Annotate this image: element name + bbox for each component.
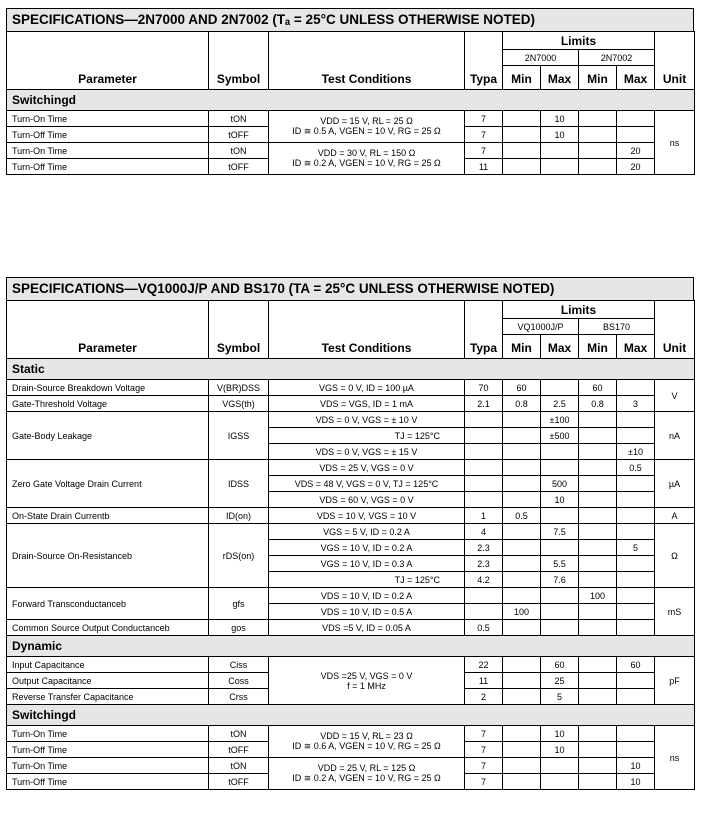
max-cell: ±500 [541,428,579,444]
param-cell: Turn-On Time [7,111,209,127]
max-cell: ±100 [541,412,579,428]
header-max: Max [541,66,579,90]
max-cell: 2.5 [541,396,579,412]
param-cell: Turn-On Time [7,726,209,742]
test-condition-cell: VDS = 10 V, ID = 0.2 A [269,588,465,604]
symbol-cell: gfs [209,588,269,620]
symbol-cell: ID(on) [209,508,269,524]
max-cell: 5 [541,689,579,705]
test-condition-cell: VDS = 10 V, VGS = 10 V [269,508,465,524]
unit-cell: A [655,508,695,524]
test-condition-cell [269,657,465,705]
param-cell: Turn-Off Time [7,127,209,143]
symbol-cell: tON [209,758,269,774]
typ-cell: 7 [465,742,503,758]
param-cell: Turn-Off Time [7,742,209,758]
spec-grid-vq1000 [6,300,695,790]
test-condition-cell: VGS = 5 V, ID = 0.2 A [269,524,465,540]
typ-cell: 2.3 [465,556,503,572]
condition-line: ID ≅ 0.6 A, VGEN = 10 V, RG = 25 Ω [292,741,441,751]
min-cell: 100 [503,604,541,620]
min-cell: 60 [503,380,541,396]
test-condition-cell: VGS = 10 V, ID = 0.3 A [269,556,465,572]
typ-cell: 7 [465,127,503,143]
header-device-vq1000: VQ1000J/P [503,319,579,335]
spec-title-2n7000: SPECIFICATIONS—2N7000 AND 2N7002 (Tₐ = 25°C UNLESS OTHERWISE NOTED) [6,8,694,31]
unit-cell: mS [655,588,695,636]
test-condition-cell: VGS = 0 V, ID = 100 µA [269,380,465,396]
param-cell: Gate-Body Leakage [7,412,209,460]
symbol-cell: tON [209,111,269,127]
typ-cell: 1 [465,508,503,524]
max-cell: 10 [541,492,579,508]
symbol-cell: tOFF [209,159,269,175]
test-condition-cell [269,143,465,175]
max-cell: 60 [541,657,579,673]
test-condition-cell: TJ = 125°C [269,428,465,444]
test-condition-cell: VDS = 60 V, VGS = 0 V [269,492,465,508]
unit-cell: nA [655,412,695,460]
header-max: Max [617,335,655,359]
typ-cell: 70 [465,380,503,396]
unit-cell: Ω [655,524,695,588]
max-cell: ±10 [617,444,655,460]
symbol-cell: tON [209,726,269,742]
unit-cell: ns [655,111,695,175]
typ-cell: 11 [465,673,503,689]
max-cell: 0.5 [617,460,655,476]
param-cell: Turn-Off Time [7,774,209,790]
symbol-cell: IDSS [209,460,269,508]
typ-cell: 2 [465,689,503,705]
symbol-cell: Ciss [209,657,269,673]
section-switching: Switchingd [7,705,695,726]
min-cell: 0.5 [503,508,541,524]
condition-line: VDD = 15 V, RL = 23 Ω [320,731,413,741]
unit-cell: V [655,380,695,412]
test-condition-cell: VDS = 10 V, ID = 0.5 A [269,604,465,620]
unit-cell: pF [655,657,695,705]
max-cell: 10 [541,127,579,143]
symbol-cell: tOFF [209,742,269,758]
header-typ: Typa [465,32,503,90]
header-test-conditions: Test Conditions [269,301,465,359]
max-cell: 25 [541,673,579,689]
param-cell: Drain-Source Breakdown Voltage [7,380,209,396]
typ-cell: 7 [465,774,503,790]
param-cell: Zero Gate Voltage Drain Current [7,460,209,508]
min-cell: 0.8 [579,396,617,412]
header-min: Min [503,66,541,90]
symbol-cell: IGSS [209,412,269,460]
symbol-cell: V(BR)DSS [209,380,269,396]
condition-line: VDD = 15 V, RL = 25 Ω [320,116,413,126]
test-condition-cell: VDS =5 V, ID = 0.05 A [269,620,465,636]
condition-line: ID ≅ 0.5 A, VGEN = 10 V, RG = 25 Ω [292,126,441,136]
max-cell: 500 [541,476,579,492]
header-test-conditions: Test Conditions [269,32,465,90]
max-cell: 3 [617,396,655,412]
param-cell: Forward Transconductanceb [7,588,209,620]
test-condition-cell: VDS = VGS, ID = 1 mA [269,396,465,412]
typ-cell: 2.1 [465,396,503,412]
typ-cell: 11 [465,159,503,175]
spec-title-vq1000: SPECIFICATIONS—VQ1000J/P AND BS170 (TA = 25°C UNLESS OTHERWISE NOTED) [6,277,694,300]
symbol-cell: tOFF [209,127,269,143]
max-cell: 5.5 [541,556,579,572]
unit-cell: µA [655,460,695,508]
max-cell: 5 [617,540,655,556]
condition-line: VDD = 30 V, RL = 150 Ω [317,148,416,158]
header-unit: Unit [655,32,695,90]
symbol-cell: Crss [209,689,269,705]
max-cell: 7.6 [541,572,579,588]
spec-table-2n7000 [6,8,694,175]
min-cell: 0.8 [503,396,541,412]
unit-cell: ns [655,726,695,790]
max-cell: 10 [541,726,579,742]
param-cell: Drain-Source On-Resistanceb [7,524,209,588]
param-cell: Common Source Output Conductanceb [7,620,209,636]
header-max: Max [617,66,655,90]
test-condition-cell [269,111,465,143]
test-condition-cell: VDS = 0 V, VGS = ± 15 V [269,444,465,460]
param-cell: Reverse Transfer Capacitance [7,689,209,705]
test-condition-cell: VDS = 48 V, VGS = 0 V, TJ = 125°C [269,476,465,492]
test-condition-cell: VDS = 0 V, VGS = ± 10 V [269,412,465,428]
param-cell: Input Capacitance [7,657,209,673]
section-switching: Switchingd [7,90,695,111]
test-condition-cell: TJ = 125°C [269,572,465,588]
spec-grid-2n7000 [6,31,695,175]
param-cell: Turn-Off Time [7,159,209,175]
param-cell: Gate-Threshold Voltage [7,396,209,412]
max-cell: 20 [617,143,655,159]
header-parameter: Parameter [7,32,209,90]
typ-cell: 4.2 [465,572,503,588]
header-parameter: Parameter [7,301,209,359]
typ-cell: 7 [465,726,503,742]
section-dynamic: Dynamic [7,636,695,657]
max-cell: 10 [617,758,655,774]
min-cell: 60 [579,380,617,396]
max-cell: 10 [541,111,579,127]
max-cell: 20 [617,159,655,175]
symbol-cell: gos [209,620,269,636]
header-symbol: Symbol [209,301,269,359]
header-min: Min [579,66,617,90]
test-condition-cell [269,726,465,758]
section-static: Static [7,359,695,380]
header-min: Min [503,335,541,359]
param-cell: Output Capacitance [7,673,209,689]
test-condition-cell [269,758,465,790]
symbol-cell: tOFF [209,774,269,790]
param-cell: Turn-On Time [7,143,209,159]
typ-cell: 2.3 [465,540,503,556]
typ-cell: 22 [465,657,503,673]
header-symbol: Symbol [209,32,269,90]
typ-cell: 7 [465,758,503,774]
max-cell: 10 [541,742,579,758]
condition-line: ID ≅ 0.2 A, VGEN = 10 V, RG = 25 Ω [292,773,441,783]
typ-cell: 0.5 [465,620,503,636]
symbol-cell: rDS(on) [209,524,269,588]
spec-table-vq1000 [6,277,694,790]
header-unit: Unit [655,301,695,359]
header-device-2n7002: 2N7002 [579,50,655,66]
header-limits: Limits [503,32,655,50]
condition-line: f = 1 MHz [347,680,386,691]
symbol-cell: tON [209,143,269,159]
header-typ: Typa [465,301,503,359]
header-device-bs170: BS170 [579,319,655,335]
max-cell: 10 [617,774,655,790]
symbol-cell: VGS(th) [209,396,269,412]
symbol-cell: Coss [209,673,269,689]
condition-line: VDS =25 V, VGS = 0 V [320,670,413,681]
test-condition-cell: VGS = 10 V, ID = 0.2 A [269,540,465,556]
typ-cell: 4 [465,524,503,540]
header-min: Min [579,335,617,359]
test-condition-cell: VDS = 25 V, VGS = 0 V [269,460,465,476]
typ-cell: 7 [465,111,503,127]
max-cell: 7.5 [541,524,579,540]
param-cell: On-State Drain Currentb [7,508,209,524]
min-cell: 100 [579,588,617,604]
typ-cell: 7 [465,143,503,159]
header-device-2n7000: 2N7000 [503,50,579,66]
header-limits: Limits [503,301,655,319]
param-cell: Turn-On Time [7,758,209,774]
header-max: Max [541,335,579,359]
condition-line: ID ≅ 0.2 A, VGEN = 10 V, RG = 25 Ω [292,158,441,168]
max-cell: 60 [617,657,655,673]
condition-line: VDD = 25 V, RL = 125 Ω [317,763,416,773]
